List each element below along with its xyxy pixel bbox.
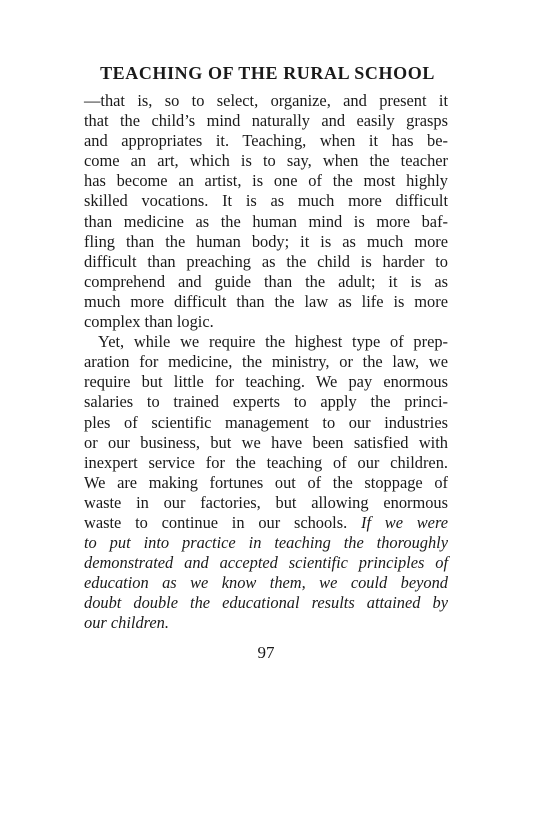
page-number: 97 bbox=[257, 642, 275, 662]
italic-line: to put into practice in teaching the thoroughly bbox=[84, 533, 448, 553]
text-line: difficult than preaching as the child is harder to bbox=[84, 251, 448, 271]
text-line: aration for medicine, the ministry, or the law, we bbox=[84, 352, 448, 372]
text-line: that the child’s mind naturally and easily grasps bbox=[84, 111, 448, 131]
text-line: fling than the human body; it is as much more bbox=[84, 231, 448, 251]
text-line: than medicine as the human mind is more baf- bbox=[84, 211, 448, 231]
book-page bbox=[84, 62, 448, 663]
text-line: Yet, while we require the highest type of prep- bbox=[98, 332, 448, 352]
text-line: and appropriates it. Teaching, when it has be- bbox=[84, 131, 448, 151]
italic-line: doubt double the educational results attained by bbox=[84, 593, 448, 613]
text-line: waste in our factories, but allowing enormous bbox=[84, 492, 448, 512]
text-line: We are making fortunes out of the stoppage of bbox=[84, 472, 448, 492]
text-line: inexpert service for the teaching of our children. bbox=[84, 452, 448, 472]
text-line: require but little for teaching. We pay enormous bbox=[84, 372, 448, 392]
italic-line: education as we know them, we could beyond bbox=[84, 573, 448, 593]
text-line: come an art, which is to say, when the teacher bbox=[84, 151, 448, 171]
text-line: salaries to trained experts to apply the princi- bbox=[84, 392, 448, 412]
text-line: or our business, but we have been satisfied with bbox=[84, 432, 448, 452]
roman-text: waste to continue in our schools. bbox=[84, 512, 361, 532]
text-line: much more difficult than the law as life is more bbox=[84, 291, 448, 311]
running-head: TEACHING OF THE RURAL SCHOOL bbox=[100, 63, 435, 83]
italic-text: If we were bbox=[360, 512, 448, 532]
text-line: —that is, so to select, organize, and present it bbox=[84, 91, 448, 110]
text-line: comprehend and guide than the adult; it is as bbox=[84, 271, 448, 291]
italic-line: our children. bbox=[84, 613, 169, 633]
text-line: complex than logic. bbox=[84, 312, 214, 332]
text-line bbox=[84, 513, 448, 533]
text-line: ples of scientific management to our industries bbox=[84, 412, 448, 432]
text-line: has become an artist, is one of the most highly bbox=[84, 171, 448, 191]
italic-line: demonstrated and accepted scientific principles of bbox=[84, 553, 448, 573]
text-line: skilled vocations. It is as much more difficult bbox=[84, 191, 448, 211]
body-text bbox=[84, 91, 448, 634]
